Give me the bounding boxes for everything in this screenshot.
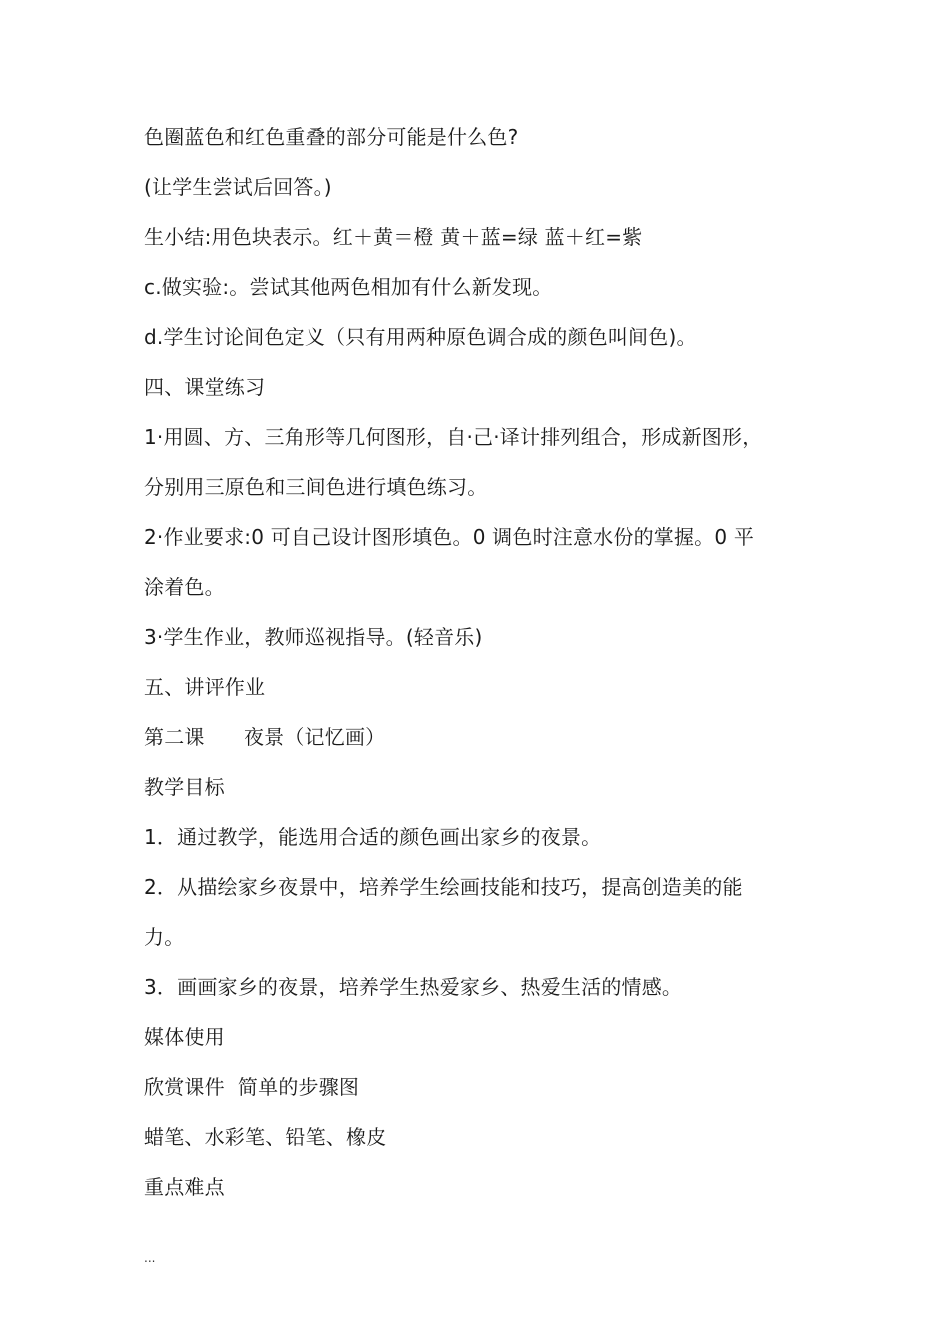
text-line: 蜡笔、水彩笔、铅笔、橡皮 (144, 1125, 387, 1149)
section-heading: 五、讲评作业 (144, 675, 266, 699)
lesson-title: 第二课 夜景（记忆画） (144, 725, 386, 749)
text-line: 力。 (144, 925, 185, 949)
text-line: c.做实验:。尝试其他两色相加有什么新发现。 (144, 275, 553, 299)
text-line: 3·学生作业，教师巡视指导。(轻音乐) (144, 625, 483, 649)
text-line: (让学生尝试后回答。) (144, 175, 332, 199)
text-line: 1·用圆、方、三角形等几何图形，自·己·译计排列组合，形成新图形， (144, 425, 763, 449)
section-heading: 四、课堂练习 (144, 375, 266, 399)
text-line: 色圈蓝色和红色重叠的部分可能是什么色? (144, 125, 519, 149)
text-line: 涂着色。 (144, 575, 225, 599)
text-line: 2．从描绘家乡夜景中，培养学生绘画技能和技巧，提高创造美的能 (144, 875, 743, 899)
text-line: 1．通过教学，能选用合适的颜色画出家乡的夜景。 (144, 825, 602, 849)
text-line: d.学生讨论间色定义（只有用两种原色调合成的颜色叫间色)。 (144, 325, 697, 349)
section-heading: 重点难点 (144, 1175, 225, 1199)
page-footer-ellipsis: ... (144, 1251, 156, 1265)
text-line: 生小结:用色块表示。红＋黄＝橙 黄＋蓝=绿 蓝＋红=紫 (144, 225, 643, 249)
text-line: 欣赏课件 简单的步骤图 (144, 1075, 360, 1099)
section-heading: 教学目标 (144, 775, 225, 799)
text-line: 3．画画家乡的夜景，培养学生热爱家乡、热爱生活的情感。 (144, 975, 683, 999)
text-line: 2·作业要求:0 可自己设计图形填色。0 调色时注意水份的掌握。0 平 (144, 525, 755, 549)
document-body (144, 112, 824, 1212)
section-heading: 媒体使用 (144, 1025, 225, 1049)
text-line: 分别用三原色和三间色进行填色练习。 (144, 475, 488, 499)
